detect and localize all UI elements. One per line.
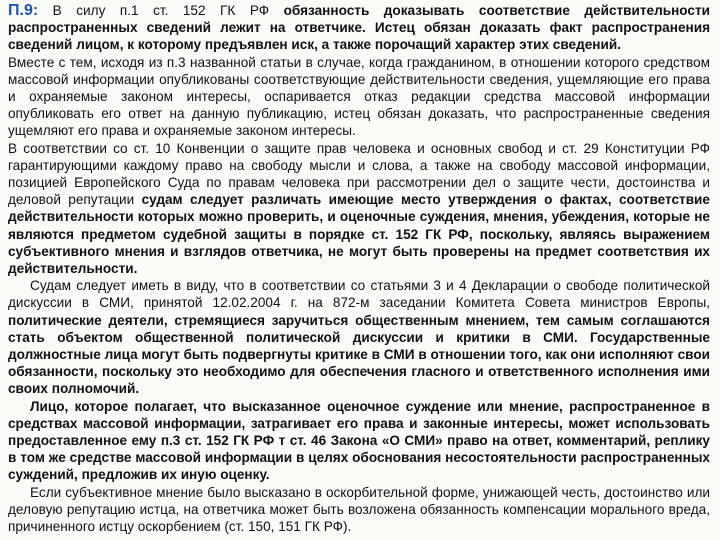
paragraph-burden-of-proof: [8, 2, 710, 54]
paragraph-bold-text: обязанность доказывать соответствие действительности распространенных сведений лежит на ответчике. Истец обязан доказать факт распространения сведений лицом, к которому предъявлен иск, а также порочащий характер этих сведений.: [8, 3, 711, 53]
paragraph-text: Судам следует иметь в виду, что в соответствии со статьями 3 и 4 Декларации о свободе политической дискуссии в СМИ, принятой 12.02.2004 г. на 872-м заседании Комитета Совета министров Европы,: [8, 278, 710, 311]
paragraph-declaration: [8, 277, 710, 397]
paragraph-reply-refusal: Вместе с тем, исходя из п.3 названной статьи в случае, когда гражданином, в отношении которого средством массовой информации опубликованы соответствующие действительности сведения, ущемляющие его права и охраняемые законом интересы, оспаривается отказ редакции средства массовой информации опубликовать его ответ на данную публикацию, истец обязан доказать, что распространенные сведения ущемляют его права и охраняемые законом интересы.: [8, 54, 710, 139]
item-label: П.9:: [8, 2, 39, 19]
paragraph-right-to-reply: [8, 398, 710, 484]
paragraph-bold-text: судам следует различать имеющие место утверждения о фактах, соответствие действительности которых можно проверить, и оценочные суждения, мнения, убеждения, которые не являются предметом судебной защиты в порядке ст. 152 ГК РФ, поскольку, являясь выражением субъективного мнения и взглядов ответчика, не могут быть проверены на предмет соответствия их действительности.: [8, 192, 710, 277]
paragraph-text: В силу п.1 ст. 152 ГК РФ: [38, 3, 284, 18]
paragraph-text: В соответствии со ст. 10 Конвенции о защите прав человека и основных свобод и ст. 29 Конституции РФ гарантирующими каждому право на свободу мысли и слова, а также на свободу массовой информации, позицией Европейского Суда по правам человека при рассмотрении дел о защите чести, достоинства и деловой репутации: [8, 140, 710, 208]
paragraph-bold-text: Лицо, которое полагает, что высказанное оценочное суждение или мнение, распространенное в средствах массовой информации, затрагивает его права и законные интересы, может использовать предоставленное ему п.3 ст. 152 ГК РФ т ст. 46 Закона «О СМИ» право на ответ, комментарий, реплику в том же средстве массовой информации в целях обоснования несостоятельности распространенных суждений, предложив их иную оценку.: [8, 398, 710, 483]
paragraph-bold-text: политические деятели, стремящиеся заручиться общественным мнением, тем самым соглашаются стать объектом общественной политической дискуссии и критики в СМИ. Государственные должностные лица могут быть подвергнуты критике в СМИ в отношении того, как они исполняют свои обязанности, поскольку это необходимо для обеспечения гласного и ответственного исполнения ими своих полномочий.: [8, 312, 710, 397]
paragraph-convention: [8, 140, 710, 278]
paragraph-moral-damages: Если субъективное мнение было высказано в оскорбительной форме, унижающей честь, достоинство или деловую репутацию истца, на ответчика может быть возложена обязанность компенсации морального вреда, причиненного истцу оскорбением (ст. 150, 151 ГК РФ).: [8, 484, 710, 535]
